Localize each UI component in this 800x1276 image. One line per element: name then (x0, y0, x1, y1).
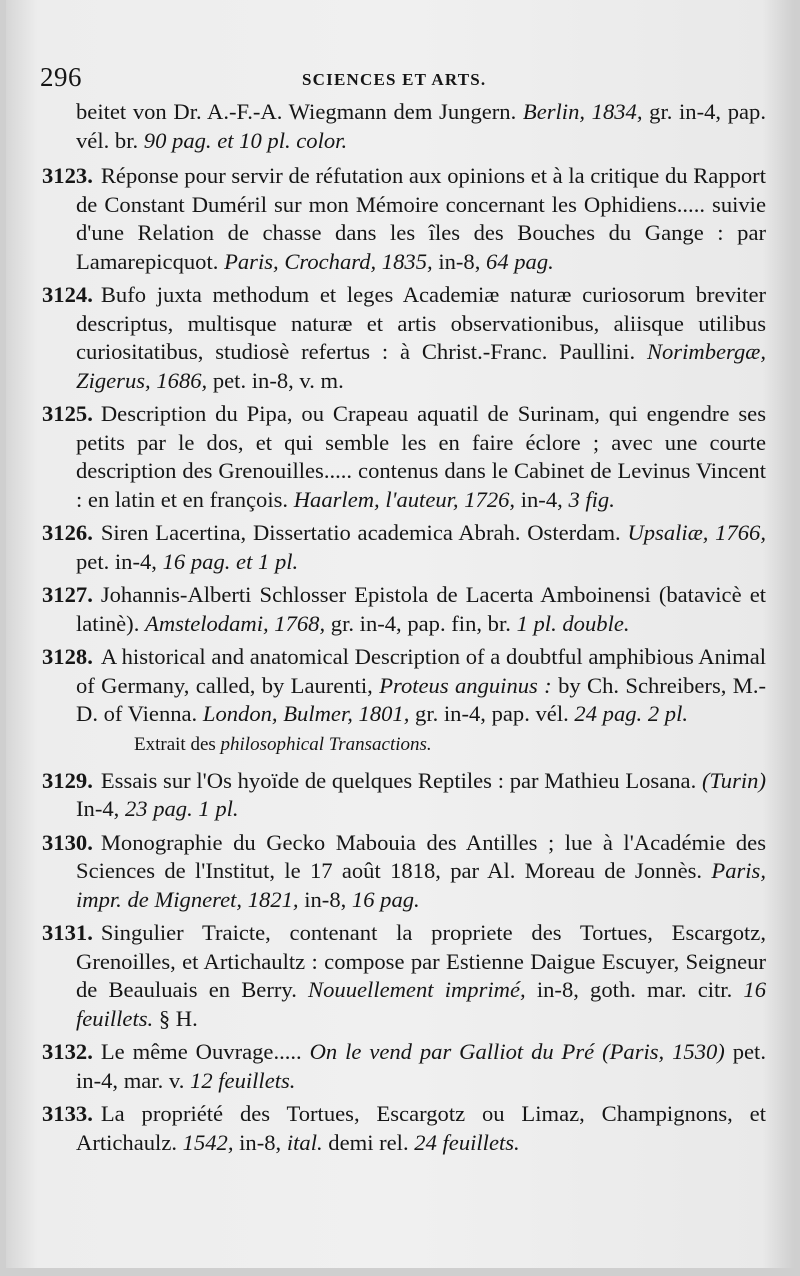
entry-collation: 16 pag. et 1 pl. (162, 548, 299, 574)
entry-number: 3130. (42, 829, 93, 855)
note-source-title: philosophical Transactions. (220, 733, 432, 755)
entry-3127 (42, 581, 766, 638)
entry-imprint: 1542, (182, 1129, 234, 1155)
entry-number: 3127. (42, 582, 93, 607)
entry-format: in-8, (304, 886, 347, 912)
entry-format-2: gr. in-4, pap. vél. (415, 701, 569, 726)
entry-3123 (42, 162, 766, 276)
entry-imprint: Nouuellement imprimé, (308, 977, 526, 1002)
entry-text: Monographie du Gecko Mabouia des Antilles ; lue à l'Académie des Sciences de l'Institut, le 17 août 1818, par Al. Moreau de Jonnès. (76, 829, 766, 883)
entry-collation: 1 pl. double. (516, 610, 630, 636)
entry-type: ital. (286, 1129, 323, 1155)
entry-format: in-4, (520, 486, 563, 512)
entry-collation: 16 feuillets. (76, 977, 767, 1031)
entry-number: 3131. (42, 920, 93, 945)
entry-text: beitet von Dr. A.-F.-A. Wiegmann dem Jungern. (76, 99, 517, 124)
entry-3132 (42, 1038, 766, 1095)
entry-3131 (42, 919, 766, 1033)
entry-binding: demi rel. (328, 1129, 409, 1155)
entry-number: 3129. (42, 767, 93, 793)
entry-number: 3124. (42, 282, 93, 307)
entry-continuation (42, 98, 766, 155)
entry-number: 3126. (42, 520, 93, 545)
entry-text: Réponse pour servir de réfutation aux opinions et à la critique du Rapport de Constant Duméril sur mon Mémoire concernant les Ophidiens..... suivie d'une Relation de chasse dans les îles des Bouches du Gange : par Lamarepicquot. (76, 163, 766, 274)
entry-3130 (42, 829, 766, 915)
entry-3124 (42, 281, 766, 395)
entry-collation: 23 pag. 1 pl. (124, 796, 239, 821)
entry-collation: 24 feuillets. (414, 1129, 520, 1155)
entry-format: in-8, (438, 248, 481, 274)
entry-3128 (42, 643, 766, 729)
entry-format: in-8, (239, 1129, 282, 1155)
entry-number: 3125. (42, 401, 93, 426)
entry-format: pet. in-4, mar. v. (76, 1039, 766, 1093)
entry-collation: 16 pag. (351, 886, 420, 912)
entry-imprint: Proteus anguinus : (379, 672, 552, 698)
entry-text: Essais sur l'Os hyoïde de quelques Reptiles : par Mathieu Losana. (100, 767, 697, 793)
entry-imprint: Paris, impr. de Migneret, 1821, (76, 858, 766, 912)
entry-imprint: Berlin, 1834, (522, 99, 643, 124)
entry-number: 3133. (42, 1101, 93, 1126)
entry-format: in-8, goth. mar. citr. (536, 977, 733, 1002)
entry-text: Bufo juxta methodum et leges Academiæ naturæ curiosorum breviter descriptus, multisque naturæ et artis observationibus, aliisque utilibus curiositatibus, studiosè refertus : à Christ.-Franc. Paullini. (76, 282, 766, 364)
entry-format: gr. in-4, pap. vél. br. (76, 99, 766, 153)
entry-number: 3128. (42, 644, 93, 669)
entry-imprint: Amstelodami, 1768, (145, 610, 326, 636)
entry-text: Le même Ouvrage..... (100, 1039, 302, 1064)
page-number: 296 (40, 62, 82, 92)
entry-3129 (42, 767, 766, 824)
entry-collation: 24 pag. 2 pl. (574, 701, 689, 726)
entry-3128-note (42, 732, 766, 758)
entry-text: Johannis-Alberti Schlosser Epistola de Lacerta Amboinensi (batavicè et latinè). (76, 582, 766, 636)
entry-provenance: § H. (158, 1005, 198, 1031)
page-header (40, 62, 774, 98)
entry-imprint: On le vend par Galliot du Pré (Paris, 1530) (309, 1039, 725, 1064)
entry-collation: 64 pag. (486, 248, 554, 274)
entry-text: Description du Pipa, ou Crapeau aquatil de Surinam, qui engendre ses petits par le dos, et qui semble les en faire éclore ; avec une courte description des Grenouilles..... contenus dans le Cabinet de Levinus Vincent : en latin et en françois. (76, 401, 766, 512)
entry-imprint: (Turin) (701, 767, 766, 793)
entry-collation: 90 pag. et 10 pl. color. (143, 127, 348, 153)
entry-format: In-4, (76, 796, 120, 821)
entry-3133 (42, 1100, 766, 1157)
entry-collation: 3 fig. (568, 486, 615, 512)
entry-text: Singulier Traicte, contenant la propriete des Tortues, Escargotz, Grenoilles, et Artichaultz : compose par Estienne Daigue Escuyer, Seigneur de Beauluais en Berry. (76, 920, 766, 1002)
entry-text: La propriété des Tortues, Escargotz ou Limaz, Champignons, et Artichaulz. (76, 1101, 766, 1155)
entry-format: pet. in-4, (76, 548, 157, 574)
entry-text: A historical and anatomical Description of a doubtful amphibious Animal of Germany, called, by Laurenti, (76, 644, 766, 698)
catalogue-entries (42, 98, 766, 1162)
entry-number: 3123. (42, 163, 93, 188)
entry-imprint: Norimbergæ, Zigerus, 1686, (76, 339, 766, 393)
entry-number: 3132. (42, 1039, 93, 1064)
entry-publisher: London, Bulmer, 1801, (202, 701, 410, 726)
entry-imprint: Upsaliæ, 1766, (627, 520, 766, 545)
note-text: Extrait des (134, 733, 216, 755)
entry-3126 (42, 519, 766, 576)
entry-3125 (42, 400, 766, 514)
running-head: SCIENCES ET ARTS. (302, 70, 487, 89)
entry-imprint: Haarlem, l'auteur, 1726, (293, 486, 516, 512)
book-page (6, 0, 794, 1268)
entry-format: pet. in-8, v. m. (212, 367, 344, 393)
entry-format: gr. in-4, pap. fin, br. (330, 610, 511, 636)
entry-collation: 12 feuillets. (190, 1067, 296, 1093)
entry-imprint: Paris, Crochard, 1835, (224, 248, 433, 274)
entry-text: Siren Lacertina, Dissertatio academica Abrah. Osterdam. (100, 520, 621, 545)
entry-format: by Ch. Schreibers, M.-D. of Vienna. (76, 672, 767, 726)
